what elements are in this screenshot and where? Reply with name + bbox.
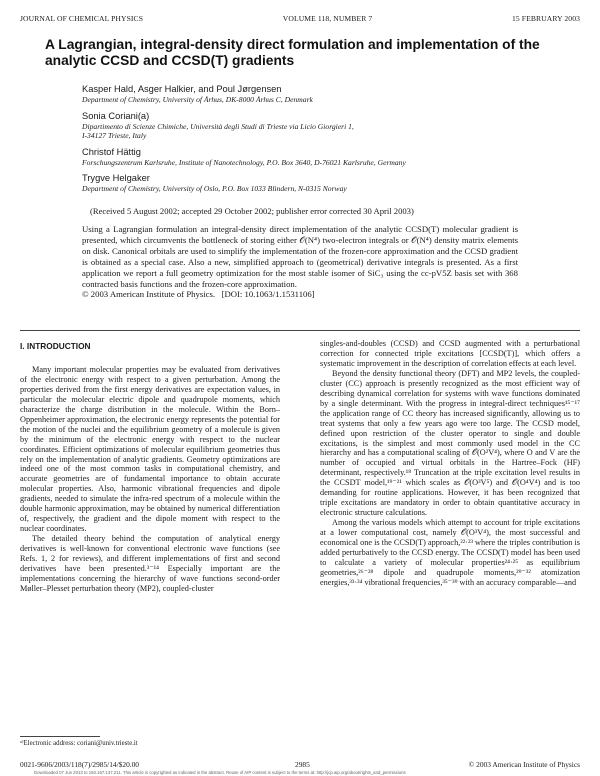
affiliation-karlsruhe: Forschungszentrum Karlsruhe, Institute of Nanotechnology, P.O. Box 3640, D-76021 Karlsruhe, Germany: [82, 157, 406, 167]
affiliation-trieste-line2: I-34127 Trieste, Italy: [82, 131, 147, 140]
paragraph: The detailed theory behind the computation of analytical energy derivatives is well-known for conventional electronic wave functions (see Refs. 1, 2 for reviews), and different implementations of first and second derivatives have been presented.³⁻¹⁴ Especially important are the implementations concerning the hierarchy of wave functions second-order Møller–Plesset perturbation theory (MP2), coupled-cluster: [20, 534, 280, 593]
journal-name: JOURNAL OF CHEMICAL PHYSICS: [20, 14, 144, 23]
abstract: [82, 224, 518, 300]
article-code: 0021-9606/2003/118(7)/2985/14/$20.00: [20, 760, 139, 769]
issue-date: 15 FEBRUARY 2003: [512, 14, 580, 23]
paragraph: Many important molecular properties may be evaluated from derivatives of the electronic energy with respect to a given perturbation. Among the properties derived from the first energy derivatives are expectation values, in particular the molecular electric dipole and quadrupole moments, which characterize the charge distribution in the molecule. Within the Born–Oppenheimer approximation, the electronic energy represents the potential for the motion of the nuclei and the equilibrium geometry of a molecule is given by the minimum of the electronic energy with respect to the nuclear coordinates. Efficient optimizations of molecular equilibrium geometries thus rely on the implementation of analytic gradients. Geometry optimizations are indeed one of the most common tasks in computational chemistry, and accurate geometries are of fundamental importance to obtain accurate molecular properties. Also, harmonic vibrational frequencies and dipole gradients, needed to simulate the infra-red spectrum of a molecule within the double harmonic approximation, may be obtained by numerical differentiation of, respectively, the gradient and the dipole moment with respect to the nuclear coordinates.: [20, 364, 280, 534]
abstract-text: Using a Lagrangian formulation an integral-density direct implementation of the analytic CCSD(T) molecular gradient is presented, which circumvents the bottleneck of storing either 𝒪(N⁴) two-electron integrals or 𝒪(N⁴) density matrix elements on disk. Canonical orbitals are used to simplify the implementation of the frozen-core approximation and the CCSD gradient is obtained as a special case. Also a new, simplified approach to (geometrical) derivative integrals is presented. As a first application we report a full geometry optimization for the most stable isomer of SiC₃ using the cc-pV5Z basis set with 368 contracted basis functions and the frozen-core approximation.: [82, 224, 518, 289]
page-footer: [20, 760, 580, 769]
author-name-helgaker: Trygve Helgaker: [82, 173, 150, 183]
paragraph: Beyond the density functional theory (DFT) and MP2 levels, the coupled-cluster (CC) approach is presently recognized as the most efficient way of describing dynamical correlation for systems with wave functions dominated by a single determinant. With the progress in integral-direct techniques¹⁵⁻¹⁷ the application range of CC theory has increased significantly, allowing us to treat systems that only a few years ago were too large. The CCSD model, defined upon restriction of the cluster operator to single and double excitations, is the simplest and most commonly used model in the CC hierarchy and has a computational scaling of 𝒪(O²V⁴), where O and V are the number of occupied and virtual orbitals in the Hartree–Fock (HF) determinant, respectively.¹⁸ Truncation at the triple excitation level results in the CCSDT model,¹⁹⁻²¹ which scales as 𝒪(O³V⁵) and 𝒪(O⁴V⁴) and is too demanding for routine applications. However, it has been recognized that triple excitations are mandatory in order to obtain quantitative accuracy in electronic structure calculations.: [320, 368, 580, 518]
right-column: [320, 339, 580, 588]
section-heading: I. INTRODUCTION: [20, 341, 91, 351]
author-names-aarhus: Kasper Hald, Asger Halkier, and Poul Jørgensen: [82, 84, 282, 94]
affiliation-oslo: Department of Chemistry, University of Oslo, P.O. Box 1033 Blindern, N-0315 Norway: [82, 184, 347, 193]
volume-number: VOLUME 118, NUMBER 7: [282, 14, 373, 23]
author-block: [82, 84, 542, 194]
doi-link[interactable]: [DOI: 10.1063/1.1531106]: [221, 289, 315, 300]
running-header: [20, 14, 580, 23]
paragraph: Among the various models which attempt to account for triple excitations at a lower computational cost, namely 𝒪(O³V⁴), the most successful and economical one is the CCSD(T) approach,²²·²³ where the triples contribution is added perturbatively to the CCSD energy. The CCSD(T) model has been used to calculate a variety of molecular properties²⁴·²⁵ as equilibrium geometries,²⁶⁻²⁸ dipole and quadrupole moments,²⁹⁻³² atomization energies,³³·³⁴ vibrational frequencies,³⁵⁻³⁹ with an accuracy comparable—and: [320, 518, 580, 587]
footnote-email: ᵃ⁾Electronic address: coriani@univ.trieste.it: [20, 740, 138, 747]
footer-copyright: © 2003 American Institute of Physics: [468, 760, 580, 769]
abstract-copyright: © 2003 American Institute of Physics.: [82, 289, 216, 300]
download-notice: Downloaded 07 Jun 2013 to 193.157.137.211. This article is copyrighted as indicated in the abstract. Reuse of AIP content is subject to the terms at: http://jcp.aip.org/about/rights_and_permissions: [34, 770, 406, 775]
author-name-coriani: Sonia Coriani(a): [82, 110, 150, 121]
section-divider: [20, 330, 580, 331]
article-title: A Lagrangian, integral-density direct formulation and implementation of the analytic CCSD and CCSD(T) gradients: [45, 37, 540, 68]
paragraph: singles-and-doubles (CCSD) and CCSD augmented with a perturbational correction for connected triple excitations [CCSD(T)], which offers a systematic improvement in the description of correlation effects at each level.: [320, 339, 580, 368]
affiliation-trieste-line1: Dipartimento di Scienze Chimiche, Università degli Studi di Trieste via Licio Giorgieri 1,: [82, 121, 354, 131]
author-name-hattig: Christof Hättig: [82, 146, 141, 157]
footnote-divider: [20, 736, 100, 737]
received-dates: (Received 5 August 2002; accepted 29 October 2002; publisher error corrected 30 April 2003): [90, 206, 414, 216]
page-number: 2985: [295, 760, 310, 769]
left-column: [20, 342, 280, 594]
affiliation-aarhus: Department of Chemistry, University of Århus, DK-8000 Århus C, Denmark: [82, 95, 313, 104]
abstract-footer: [82, 289, 518, 300]
